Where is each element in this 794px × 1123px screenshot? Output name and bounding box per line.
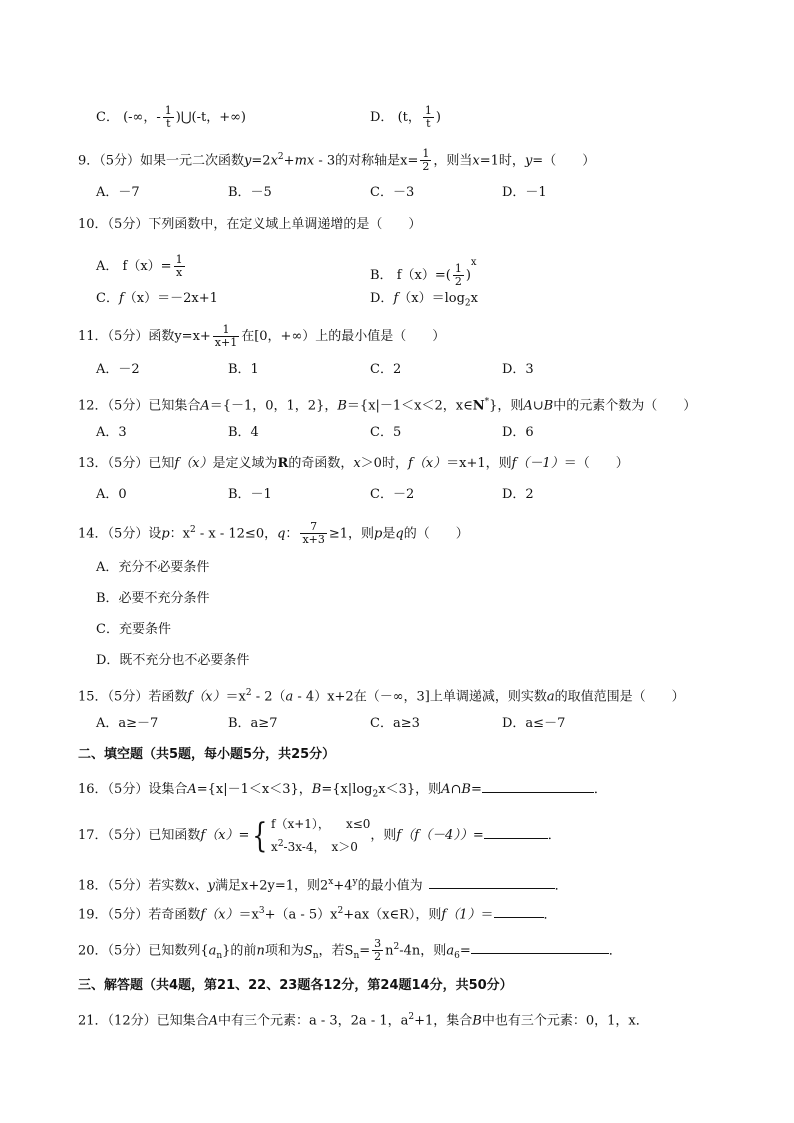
text: 中有三个元素：a - 3，2a - 1，a <box>217 1013 409 1029</box>
option-text: f（x）= <box>122 259 172 274</box>
q12-option-a: A．3 <box>96 425 127 440</box>
text: ：x <box>169 526 190 542</box>
text: x= <box>400 153 419 169</box>
option-text: ) <box>435 110 441 125</box>
fraction <box>420 148 431 173</box>
q14-option-c: C．充要条件 <box>96 622 171 637</box>
q9-option-b: B．－5 <box>228 185 272 200</box>
q10-option-c <box>96 290 218 308</box>
superscript: 2 <box>393 942 400 952</box>
var: f（x） <box>200 828 239 843</box>
question-17 <box>78 814 561 857</box>
var: f（－1） <box>511 456 564 471</box>
question-stem: 16．（5分）设集合 <box>78 782 188 797</box>
var: n <box>256 943 265 959</box>
case-2 <box>271 834 370 857</box>
answer-blank[interactable] <box>484 824 548 839</box>
superscript: 2 <box>277 152 284 162</box>
text: ． <box>593 782 607 797</box>
text: 项和为 <box>264 943 304 959</box>
var: A <box>208 1013 218 1029</box>
q8-option-d <box>370 105 441 130</box>
q11-option-d: D．3 <box>502 362 534 377</box>
fraction-denominator: x+1 <box>214 336 238 349</box>
fraction-numerator: 3 <box>374 937 382 951</box>
superscript: 2 <box>408 1012 415 1022</box>
question-stem: 9．（5分）如果一元二次函数 <box>78 153 245 169</box>
text: y=x+ <box>174 329 211 344</box>
text: 中的元素个数为（ ） <box>553 398 697 414</box>
option-label: C． <box>96 291 119 306</box>
subscript: 6 <box>454 950 460 961</box>
question-18 <box>78 873 568 895</box>
fraction-denominator: t <box>166 117 171 130</box>
q13-option-b: B．－1 <box>228 487 272 502</box>
text: ． <box>543 907 557 923</box>
q15-option-b: B．a≥7 <box>228 716 278 731</box>
q11-option-c: C．2 <box>370 362 402 377</box>
var: a <box>546 689 555 705</box>
question-13 <box>78 455 629 473</box>
text: = <box>470 782 482 797</box>
q15-option-c: C．a≥3 <box>370 716 420 731</box>
superscript: x <box>470 257 477 268</box>
text: 的取值范围是（ ） <box>554 689 685 705</box>
q14-option-b: B．必要不充分条件 <box>96 591 210 606</box>
var: f <box>118 291 124 306</box>
text: = <box>359 943 371 959</box>
var: x、y <box>187 878 216 894</box>
fraction-numerator: 1 <box>175 253 183 266</box>
subscript: n <box>216 950 223 961</box>
var: y <box>524 153 533 169</box>
var: B <box>311 782 322 797</box>
text: 在[0，+∞）上的最小值是（ ） <box>241 329 446 344</box>
text: = <box>238 828 250 843</box>
question-stem: 20．（5分）已知数列{ <box>78 943 209 959</box>
text: 中也有三个元素：0，1，x． <box>481 1013 649 1029</box>
text: 的最小值为 <box>357 878 423 894</box>
var: A <box>200 398 210 414</box>
var: x <box>472 153 480 169</box>
text: +（a - 5）x <box>264 907 338 923</box>
superscript: 3 <box>258 906 265 916</box>
text: + <box>283 153 295 169</box>
set-symbol: R <box>277 456 289 471</box>
superscript: 2 <box>190 525 196 535</box>
q13-option-a: A．0 <box>96 487 127 502</box>
q10-option-a <box>96 254 187 279</box>
var: q <box>277 526 286 542</box>
text: ＝x <box>238 907 259 923</box>
section-heading-fill-in: 二、填空题（共5题，每小题5分，共25分） <box>78 747 336 762</box>
case-expr: x <box>271 840 278 854</box>
text: - 2（ <box>251 689 286 705</box>
fraction-numerator: 1 <box>454 262 462 275</box>
text: +4 <box>333 878 353 894</box>
text: ＝{－1，0，1，2}， <box>209 398 338 414</box>
fraction-numerator: 1 <box>422 147 430 161</box>
question-15 <box>78 684 685 706</box>
question-14 <box>78 521 469 546</box>
option-text: (-∞，- <box>123 110 161 125</box>
text: ＝x <box>225 689 246 705</box>
set-symbol: N <box>472 398 485 414</box>
text: - 4）x+2在（－∞，3]上单调递减，则实数 <box>293 689 547 705</box>
var: q <box>395 526 404 542</box>
answer-blank[interactable] <box>429 874 555 889</box>
var: f（x） <box>174 456 213 471</box>
text: ＝（ ） <box>563 456 629 471</box>
fraction-numerator: 1 <box>164 104 172 117</box>
q13-option-d: D．2 <box>502 487 534 502</box>
text: +ax（x∈R），则 <box>343 907 442 923</box>
fraction <box>174 254 185 279</box>
question-stem: 18．（5分）若实数 <box>78 878 188 894</box>
text: = <box>472 828 484 843</box>
text: S <box>344 943 354 959</box>
q15-option-a: A．a≥－7 <box>96 716 159 731</box>
q11-option-b: B．1 <box>228 362 259 377</box>
subscript: 2 <box>372 789 379 800</box>
superscript: 2 <box>337 906 344 916</box>
question-stem: 21．（12分）已知集合 <box>78 1013 209 1029</box>
case-expr: -3x-4， <box>283 840 326 854</box>
fraction-numerator: 1 <box>213 324 239 337</box>
text: 的奇函数， <box>288 456 354 471</box>
question-10: 10．（5分）下列函数中，在定义域上单调递增的是（ ） <box>78 217 422 232</box>
answer-blank[interactable] <box>471 939 609 954</box>
var: x <box>270 153 278 169</box>
q12-option-b: B．4 <box>228 425 259 440</box>
question-stem: 14．（5分）设 <box>78 526 162 542</box>
text: ＝{x|－1＜x＜2，x∈ <box>346 398 473 414</box>
text: 是 <box>382 526 396 542</box>
superscript: y <box>352 877 358 887</box>
question-11 <box>78 324 445 349</box>
text: ： <box>285 526 299 542</box>
question-stem: 13．（5分）已知 <box>78 456 175 471</box>
fraction-denominator: 2 <box>422 160 430 174</box>
q13-option-c: C．－2 <box>370 487 415 502</box>
option-text: ) <box>465 268 471 283</box>
var: y <box>244 153 252 169</box>
text: =（ ） <box>532 153 596 169</box>
q9-option-d: D．－1 <box>502 185 547 200</box>
option-label: D． <box>370 291 394 306</box>
question-21 <box>78 1008 649 1030</box>
fraction <box>300 521 326 546</box>
text: }的前 <box>222 943 257 959</box>
text: ，则当 <box>433 153 473 169</box>
question-stem: 15．（5分）若函数 <box>78 689 188 705</box>
text: ＝ <box>480 907 494 923</box>
option-label: A． <box>96 259 119 274</box>
var: B <box>472 1013 482 1029</box>
section-heading-answer: 三、解答题（共4题，第21、22、23题各12分，第24题14分，共50分） <box>78 978 513 993</box>
q14-option-a: A．充分不必要条件 <box>96 560 210 575</box>
q8-option-c <box>96 105 246 130</box>
question-19 <box>78 902 557 924</box>
text: ＝x+1，则 <box>446 456 512 471</box>
text: ． <box>608 943 622 959</box>
text: ，则 <box>370 828 397 843</box>
question-12 <box>78 393 696 415</box>
option-text: x <box>470 291 478 306</box>
option-text: )⋃(-t，+∞) <box>175 110 246 125</box>
text: ={x|log <box>321 782 373 797</box>
fraction <box>423 105 434 130</box>
var: A <box>187 782 197 797</box>
q9-option-a: A．－7 <box>96 185 140 200</box>
q12-option-d: D．6 <box>502 425 534 440</box>
var: f <box>393 291 399 306</box>
text: +1，集合 <box>414 1013 473 1029</box>
text: 满足x+2y=1，则2 <box>215 878 329 894</box>
q14-option-d: D．既不充分也不必要条件 <box>96 653 250 668</box>
text: 的（ ） <box>403 526 469 542</box>
question-stem: 19．（5分）若奇函数 <box>78 907 201 923</box>
option-text: f（x）=( <box>396 268 451 283</box>
subscript: n <box>353 950 360 961</box>
text: 是定义域为 <box>212 456 278 471</box>
text: n <box>385 943 394 959</box>
text: ，若 <box>318 943 345 959</box>
text: - x - 12≤0， <box>195 526 278 542</box>
text: - 3的对称轴是 <box>314 153 401 169</box>
question-stem: 11．（5分）函数 <box>78 329 175 344</box>
fraction-denominator: 2 <box>454 275 462 288</box>
var: mx <box>294 153 315 169</box>
q10-option-d <box>370 290 478 313</box>
var: f（x） <box>200 907 239 923</box>
superscript: 2 <box>245 688 252 698</box>
var: f（x） <box>187 689 226 705</box>
var: a <box>285 689 294 705</box>
text: x＜3}，则 <box>378 782 442 797</box>
question-stem: 17．（5分）已知函数 <box>78 828 201 843</box>
fraction <box>372 938 383 963</box>
answer-blank[interactable] <box>482 778 594 793</box>
option-label: D． <box>370 110 394 125</box>
var: B <box>337 398 347 414</box>
text: = <box>459 943 471 959</box>
case-1 <box>271 814 370 834</box>
q15-option-d: D．a≤－7 <box>502 716 566 731</box>
var: f（1） <box>441 907 481 923</box>
var: A∩B <box>441 782 471 797</box>
question-20 <box>78 938 622 965</box>
text: =1时， <box>479 153 525 169</box>
var: f（x） <box>407 456 447 471</box>
text: ≥1，则 <box>328 526 375 542</box>
text: ． <box>547 828 561 843</box>
subscript: 2 <box>464 298 471 309</box>
fraction <box>213 324 239 349</box>
q12-option-c: C．5 <box>370 425 402 440</box>
case-condition: x≤0 <box>345 817 371 831</box>
var: S <box>303 943 313 959</box>
superscript: x <box>328 877 334 887</box>
text: ={x|－1＜x＜3}， <box>196 782 312 797</box>
var: a <box>446 943 455 959</box>
option-label: C． <box>96 110 119 125</box>
q9-option-c: C．－3 <box>370 185 415 200</box>
piecewise-brace: { <box>252 815 268 856</box>
fraction-numerator: 7 <box>300 521 326 534</box>
q11-option-a: A．－2 <box>96 362 140 377</box>
var: x <box>353 456 361 471</box>
superscript: 2 <box>277 839 284 849</box>
fraction-numerator: 1 <box>424 104 432 117</box>
fraction-denominator: x+3 <box>302 533 325 547</box>
text: -4n，则 <box>399 943 447 959</box>
answer-blank[interactable] <box>494 903 544 918</box>
text: ． <box>554 878 568 894</box>
question-16 <box>78 778 607 804</box>
text: ＞0时， <box>360 456 408 471</box>
text: =2 <box>251 153 271 169</box>
var: a <box>208 943 217 959</box>
case-expr: f（x+1）， <box>271 817 330 831</box>
text: }，则 <box>489 398 524 414</box>
piecewise-cases <box>271 814 370 857</box>
question-stem: 12．（5分）已知集合 <box>78 398 201 414</box>
fraction <box>453 263 464 288</box>
case-condition: x＞0 <box>331 840 358 854</box>
superscript: * <box>484 397 490 407</box>
question-9 <box>78 148 595 173</box>
var: A∪B <box>523 398 554 414</box>
fraction-denominator: t <box>426 117 431 130</box>
subscript: n <box>312 950 319 961</box>
var: p <box>161 526 170 542</box>
option-text: （x）＝－2x+1 <box>123 291 218 306</box>
option-text: (t， <box>397 110 421 125</box>
fraction-denominator: 2 <box>374 950 382 964</box>
q10-option-b <box>370 254 477 288</box>
option-label: B． <box>370 268 393 283</box>
fraction <box>163 105 174 130</box>
var: p <box>374 526 383 542</box>
var: f（f（－4）） <box>396 828 473 843</box>
fraction-denominator: x <box>175 266 183 279</box>
option-text: （x）＝log <box>398 291 465 306</box>
